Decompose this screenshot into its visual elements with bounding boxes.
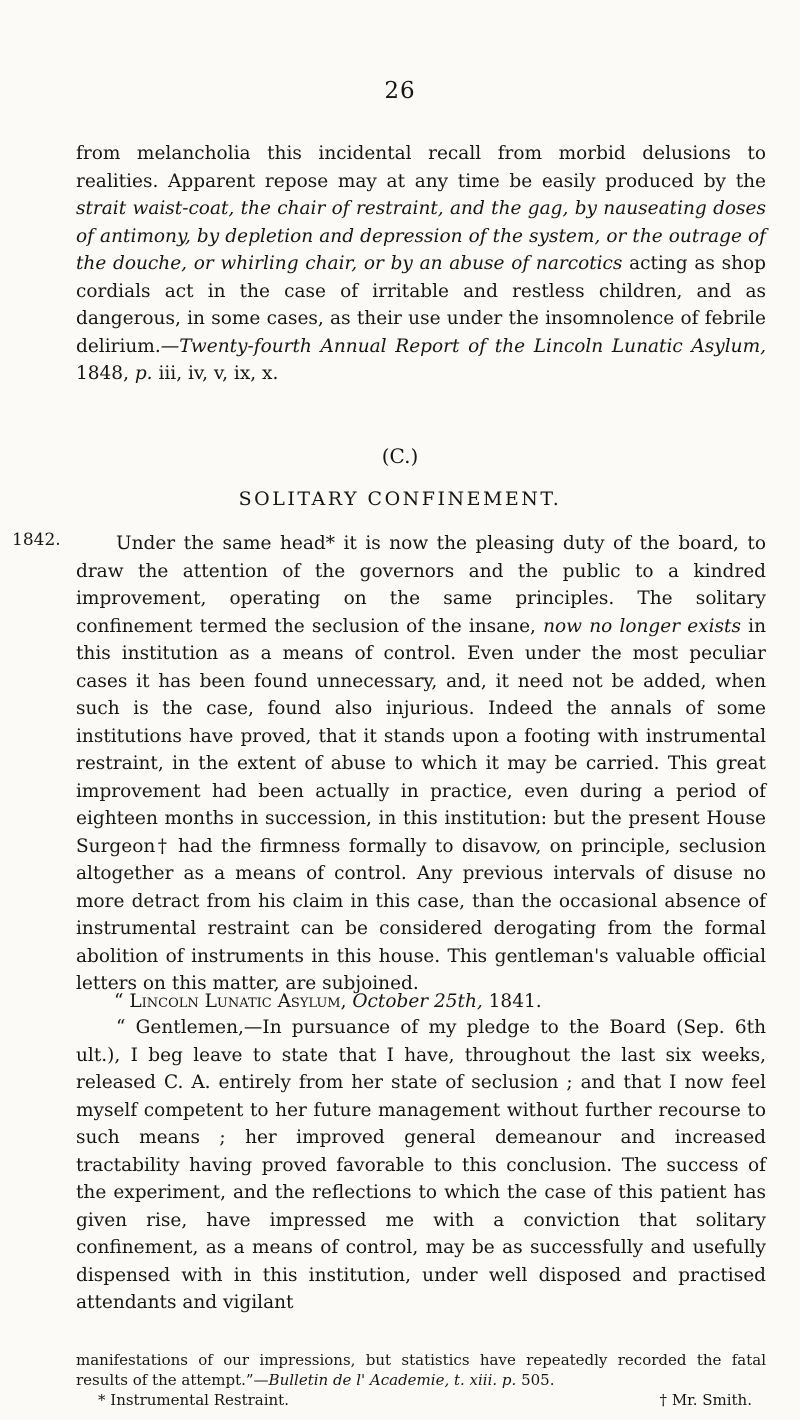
footnotes: [76, 1350, 766, 1410]
text-run: manifestations of our impressions, but statistics have repeatedly recorded the fatal results of the attempt.”—: [76, 1351, 766, 1389]
section-heading: SOLITARY CONFINEMENT.: [238, 488, 562, 510]
footnote-dagger: † Mr. Smith.: [659, 1391, 752, 1409]
citation-title: Bulletin de l' Academie, t. xiii. p.: [268, 1371, 517, 1389]
text-run: Under the same head* it is now the pleasing duty of the board, to draw the attention of the governors and the public to a kindred improvement, operating on the same principles. The solitary confinement termed the seclusion of the insane,: [76, 533, 766, 637]
text-run: from melancholia this incidental recall from morbid delusions to realities. Apparent repose may at any time be easily produced by the: [76, 143, 766, 192]
paragraph-continuation: [76, 140, 766, 388]
letter-heading: [114, 988, 542, 1015]
text-run: in this institution as a means of control. Even under the most peculiar cases it has been found unnecessary, and, it need not be added, when such is the case, found also injurious. Indeed the annals of some institutions have proved, that it stands upon a footing with instrumental restraint, in the extent of abuse to which it may be carried. This great improvement had been actually in practice, even during a period of eighteen months in succession, in this institution: but the present House Surgeon† had the firmness formally to disavow, on principle, seclusion altogether as a means of control. Any previous intervals of disuse no more detract from his claim in this case, than the occasional absence of instrumental restraint can be considered derogating from the formal abolition of instruments in this house. This gentleman's valuable official letters on this matter, are subjoined.: [76, 615, 766, 994]
paragraph-text: “ Gentlemen,—In pursuance of my pledge to the Board (Sep. 6th ult.), I beg leave to state that I have, throughout the last six weeks, released C. A. entirely from her state of seclusion ; and that I now feel myself competent to her future management without further recourse to such means ; her improved general demeanour and increased tractability having proved favorable to this conclusion. The success of the experiment, and the reflections to which the case of this patient has given rise, have impressed me with a conviction that solitary confinement, as a means of control, may be as successfully and usefully dispensed with in this institution, under well disposed and practised attendants and vigilant: [76, 1017, 766, 1313]
paragraph-text: [76, 530, 766, 998]
footnote-star: * Instrumental Restraint.: [98, 1391, 289, 1409]
footnote-continuation: [76, 1350, 766, 1390]
section-label: (C.): [381, 444, 419, 468]
text-run: 1848,: [76, 363, 135, 384]
italic-run: strait waist-coat, the chair of restraint, and the gag, by nauseating doses of antimony, by depletion and depression of the system, or the outrage of the douche, or whirling chair, or by an abuse of narcotics: [76, 198, 766, 274]
margin-year: 1842.: [12, 530, 61, 550]
letter-place: Lincoln Lunatic Asylum,: [129, 991, 347, 1012]
italic-run: now no longer exists: [543, 615, 741, 637]
quote-mark: “: [114, 991, 124, 1012]
footnote-refs: [76, 1390, 766, 1410]
letter-body: [76, 1014, 766, 1317]
text-run: 505.: [516, 1371, 555, 1389]
text-run: iii, iv, v, ix, x.: [152, 363, 279, 384]
page-number: 26: [384, 78, 416, 104]
italic-run: p.: [134, 363, 153, 384]
citation-title: Twenty-fourth Annual Report of the Lincoln Lunatic Asylum,: [179, 335, 766, 357]
text-run: acting as shop cordials act in the case of irritable and restless children, and as dangerous, in some cases, as their use under the insomnolence of febrile delirium.—: [76, 253, 766, 357]
letter-date: October 25th,: [352, 991, 483, 1012]
paragraph-text: [76, 140, 766, 388]
letter-year: 1841.: [482, 991, 542, 1012]
paragraph-main: [76, 530, 766, 998]
